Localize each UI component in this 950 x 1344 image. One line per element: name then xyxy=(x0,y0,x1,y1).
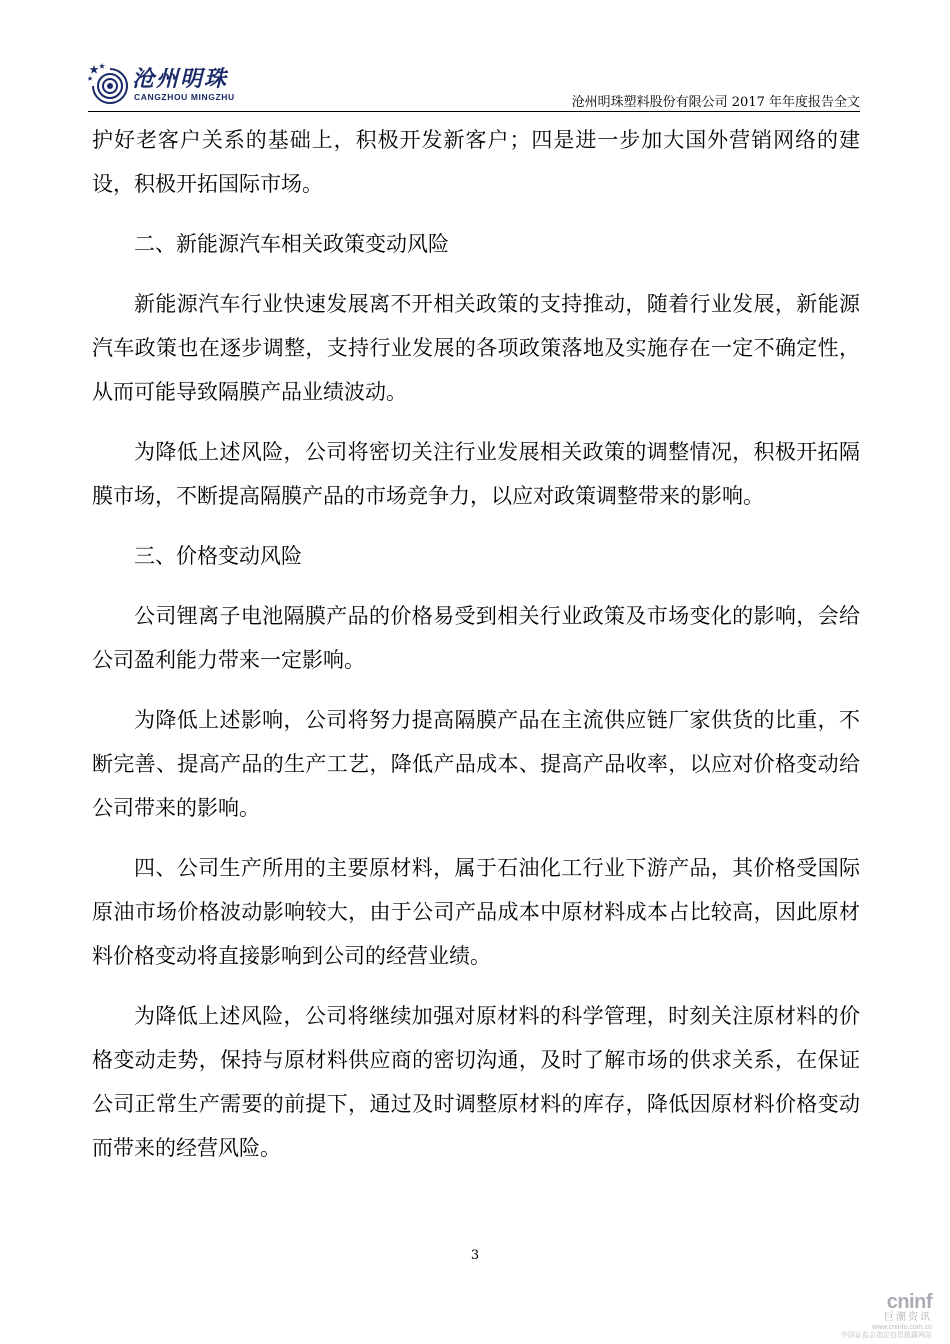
paragraph-price-risk: 公司锂离子电池隔膜产品的价格易受到相关行业政策及市场变化的影响，会给公司盈利能力带来一定影响。 xyxy=(92,604,860,672)
paragraph-continuation: 护好老客户关系的基础上，积极开发新客户；四是进一步加大国外营销网络的建设，积极开拓国际市场。 xyxy=(92,128,860,196)
section-heading-ev-policy-risk: 二、新能源汽车相关政策变动风险 xyxy=(134,232,449,256)
page-number: 3 xyxy=(470,1248,480,1263)
paragraph-price-measures: 为降低上述影响，公司将努力提高隔膜产品在主流供应链厂家供货的比重，不断完善、提高产品的生产工艺，降低产品成本、提高产品收率，以应对价格变动给公司带来的影响。 xyxy=(92,708,860,820)
report-body xyxy=(92,118,860,1186)
watermark-url: www.cninfo.com.cn xyxy=(872,1324,932,1331)
watermark-logo: cninf xyxy=(886,1291,932,1313)
logo-emblem-icon xyxy=(88,62,132,106)
logo-english-name: CANGZHOU MINGZHU xyxy=(134,92,235,102)
watermark-subtitle: 中国证监会指定信息披露网站 xyxy=(841,1332,932,1339)
company-logo xyxy=(88,62,268,108)
section-heading-price-risk: 三、价格变动风险 xyxy=(134,544,302,568)
page-header xyxy=(88,58,860,110)
header-divider xyxy=(88,111,860,112)
paragraph-ev-policy-measures: 为降低上述风险，公司将密切关注行业发展相关政策的调整情况，积极开拓隔膜市场，不断提高隔膜产品的市场竞争力，以应对政策调整带来的影响。 xyxy=(92,440,860,508)
paragraph-raw-material-measures: 为降低上述风险，公司将继续加强对原材料的科学管理，时刻关注原材料的价格变动走势，保持与原材料供应商的密切沟通，及时了解市场的供求关系，在保证公司正常生产需要的前提下，通过及时调整原材料的库存，降低因原材料价格变动而带来的经营风险。 xyxy=(92,1004,860,1160)
logo-chinese-name: 沧州明珠 xyxy=(132,67,229,92)
cninfo-watermark xyxy=(822,1292,932,1340)
paragraph-ev-policy-risk: 新能源汽车行业快速发展离不开相关政策的支持推动，随着行业发展，新能源汽车政策也在逐步调整，支持行业发展的各项政策落地及实施存在一定不确定性，从而可能导致隔膜产品业绩波动。 xyxy=(92,292,860,404)
watermark-chinese: 巨潮资讯 xyxy=(884,1312,932,1323)
paragraph-raw-material-risk: 四、公司生产所用的主要原材料，属于石油化工行业下游产品，其价格受国际原油市场价格波动影响较大，由于公司产品成本中原材料成本占比较高，因此原材料价格变动将直接影响到公司的经营业绩。 xyxy=(92,856,860,968)
report-title: 沧州明珠塑料股份有限公司 2017 年年度报告全文 xyxy=(571,95,860,110)
